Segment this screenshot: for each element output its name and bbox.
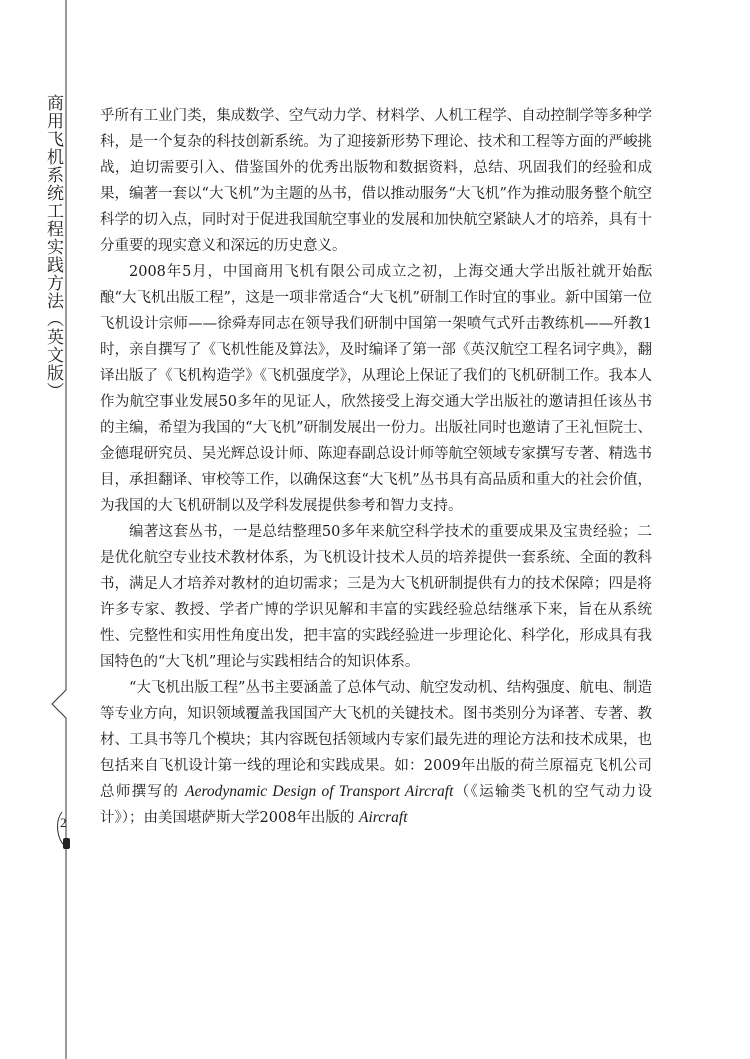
- paragraph-text: 2008年5月，中国商用飞机有限公司成立之初，上海交通大学出版社就开始酝酿“大飞机出版工程”，这是一项非常适合“大飞机”研制工作时宜的事业。新中国第一位飞机设计宗师——徐舜寿同志在领导我们研制中国第一架喷气式歼击教练机——歼教1时，亲自撰写了《飞机性能及算法》，及时编译了第一部《英汉航空工程名词字典》，翻译出版了《飞机构造学》《飞机强度学》，从理论上保证了我们的飞机研制工作。我本人作为航空事业发展50多年的见证人，欣然接受上海交通大学出版社的邀请担任该丛书的主编，希望为我国的“大飞机”研制发展出一份力。出版社同时也邀请了王礼恒院士、金德琨研究员、吴光辉总设计师、陈迎春副总设计师等航空领域专家撰写专著、精选书目，承担翻译、审校等工作，以确保这套“大飞机”丛书具有高品质和重大的社会价值，为我国的大飞机研制以及学科发展提供参考和智力支持。: [100, 264, 652, 514]
- italic-title-text: Aircraft: [359, 809, 408, 826]
- paragraph: [100, 519, 652, 675]
- paragraph-text: 编著这套丛书，一是总结整理50多年来航空科学技术的重要成果及宝贵经验；二是优化航空专业技术教材体系，为飞机设计技术人员的培养提供一套系统、全面的教科书，满足人才培养对教材的迫切需求；三是为大飞机研制提供有力的技术保障；四是将许多专家、教授、学者广博的学识见解和丰富的实践经验总结继承下来，旨在从系统性、完整性和实用性角度出发，把丰富的实践经验进一步理论化、科学化，形成具有我国特色的“大飞机”理论与实践相结合的知识体系。: [100, 524, 652, 670]
- body-text: [100, 103, 652, 831]
- paragraph-text: 乎所有工业门类，集成数学、空气动力学、材料学、人机工程学、自动控制学等多种学科，是一个复杂的科技创新系统。为了迎接新形势下理论、技术和工程等方面的严峻挑战，迫切需要引入、借鉴国外的优秀出版物和数据资料，总结、巩固我们的经验和成果，编著一套以“大飞机”为主题的丛书，借以推动服务“大飞机”作为推动服务整个航空科学的切入点，同时对于促进我国航空事业的发展和加快航空紧缺人才的培养，具有十分重要的现实意义和深远的历史意义。: [100, 108, 652, 254]
- paragraph: [100, 675, 652, 831]
- paragraph-text: “大飞机出版工程”丛书主要涵盖了总体气动、航空发动机、结构强度、航电、制造等专业方向，知识领域覆盖我国国产大飞机的关键技术。图书类别分为译著、专著、教材、工具书等几个模块；其内容既包括领域内专家们最先进的理论方法和技术成果，也包括来自飞机设计第一线的理论和实践成果。如：2009年出版的荷兰原福克飞机公司总师撰写的: [100, 680, 652, 800]
- running-title: 商用飞机系统工程实践方法（英文版）: [43, 94, 63, 400]
- italic-title-text: Aerodynamic Design of Transport Aircraft: [185, 783, 454, 800]
- paragraph: [100, 103, 652, 259]
- paragraph-text: （《运输类飞机的空气动力设计》）；由美国堪萨斯大学2008年出版的: [100, 784, 652, 826]
- paragraph: [100, 259, 652, 519]
- page-number: 2: [60, 815, 67, 830]
